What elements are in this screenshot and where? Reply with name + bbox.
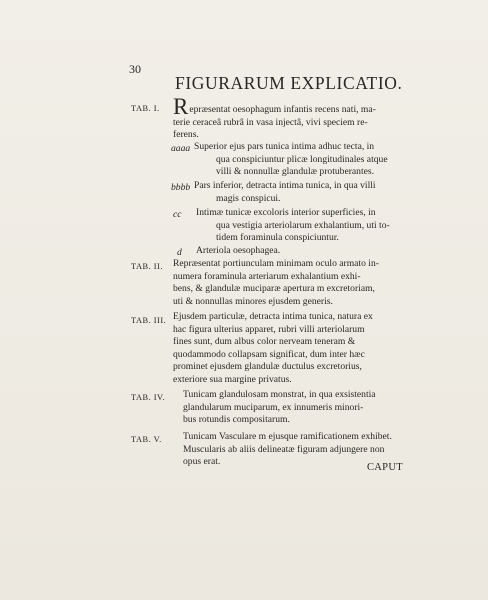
subitem-cc-line-3: tidem foraminula conspiciuntur.: [216, 232, 339, 244]
tab-2-line-4: uti & nonnullas minores ejusdem generis.: [173, 295, 333, 307]
tab-3-line-3: fines sunt, dum albus color nerveam teneram &: [173, 336, 356, 348]
tab-4-line-1: Tunicam glandulosam monstrat, in qua exsistentia: [183, 389, 376, 400]
subitem-cc-line-2: qua vestigia arteriolarum exhalantium, uti to-: [216, 219, 390, 231]
tab-label-2: TAB. II.: [131, 262, 163, 271]
tab-label-3: TAB. III.: [131, 316, 167, 325]
tab-5-line-2: Muscularis ab aliis delineatæ figuram adjungere non: [183, 443, 385, 455]
tab-1-line-1: [173, 94, 376, 119]
tab-2-line-3: bens, & glandulæ muciparæ apertura m excretoriam,: [173, 283, 375, 295]
tab-1-description: [173, 94, 376, 142]
tab-3-line-4: quodammodo collapsam significat, dum inter hæc: [173, 348, 365, 360]
tab-3-line-6: exteriore sua margine privatus.: [173, 373, 292, 385]
tab-1-line-3: ferens.: [173, 129, 199, 141]
subitem-bbbb-line-2: magis conspicui.: [216, 192, 281, 204]
subitem-cc: [196, 207, 390, 245]
tab-3-line-2: hac figura ulterius apparet, rubri villi arteriolarum: [173, 323, 365, 335]
subitem-aaaa: [194, 141, 388, 179]
subitem-key-bbbb: bbbb: [171, 182, 191, 193]
tab-2-line-2: numera foraminula arteriarum exhalantium exhi-: [173, 270, 361, 282]
catchword: CAPUT: [367, 462, 403, 473]
subitem-key-d: d: [177, 247, 182, 258]
tab-3-line-5: prominet ejusdem glandulæ ductulus excretorius,: [173, 361, 362, 373]
subitem-cc-line-1: Intimæ tunicæ excoloris interior superficies, in: [196, 207, 376, 218]
tab-3-description: [173, 311, 373, 387]
page-number: 30: [129, 62, 141, 76]
tab-label-5: TAB. V.: [131, 435, 162, 444]
tab-5-description: [183, 431, 392, 469]
page-title: FIGURARUM EXPLICATIO.: [175, 73, 403, 93]
tab-4-line-3: bus rotundis compositarum.: [183, 414, 290, 426]
tab-3-line-1: Ejusdem particulæ, detracta intima tunica, natura ex: [173, 311, 373, 322]
subitem-key-aaaa: aaaa: [171, 143, 191, 154]
tab-4-line-2: glandularum muciparum, ex innumeris minori-: [183, 401, 364, 413]
subitem-aaaa-line-3: villi & nonnullæ glandulæ protuberantes.: [216, 166, 375, 178]
subitem-key-cc: cc: [173, 209, 182, 220]
subitem-bbbb: [194, 180, 376, 205]
subitem-d: [196, 245, 280, 258]
subitem-d-line-1: Arteriola oesophagea.: [196, 245, 281, 256]
drop-cap: R: [173, 94, 189, 119]
subitem-aaaa-line-2: qua conspiciuntur plicæ longitudinales atque: [216, 153, 388, 165]
subitem-bbbb-line-1: Pars inferior, detracta intima tunica, in qua villi: [194, 180, 376, 191]
tab-5-line-1: Tunicam Vasculare m ejusque ramificationem exhibet.: [183, 431, 392, 442]
tab-2-line-1: Repræsentat portiunculam minimam oculo armato in-: [173, 258, 379, 269]
tab-1-line-1-text: epræsentat oesophagum infantis recens nati, ma-: [189, 104, 376, 115]
tab-label-4: TAB. IV.: [131, 393, 166, 402]
tab-label-1: TAB. I.: [131, 104, 160, 113]
subitem-aaaa-line-1: Superior ejus pars tunica intima adhuc tecta, in: [194, 141, 375, 152]
tab-4-description: [183, 389, 376, 427]
tab-1-line-2: terie ceraceâ rubrâ in vasa injectâ, vivi speciem re-: [173, 116, 368, 128]
tab-5-line-3: opus erat.: [183, 456, 221, 468]
tab-2-description: [173, 258, 379, 308]
